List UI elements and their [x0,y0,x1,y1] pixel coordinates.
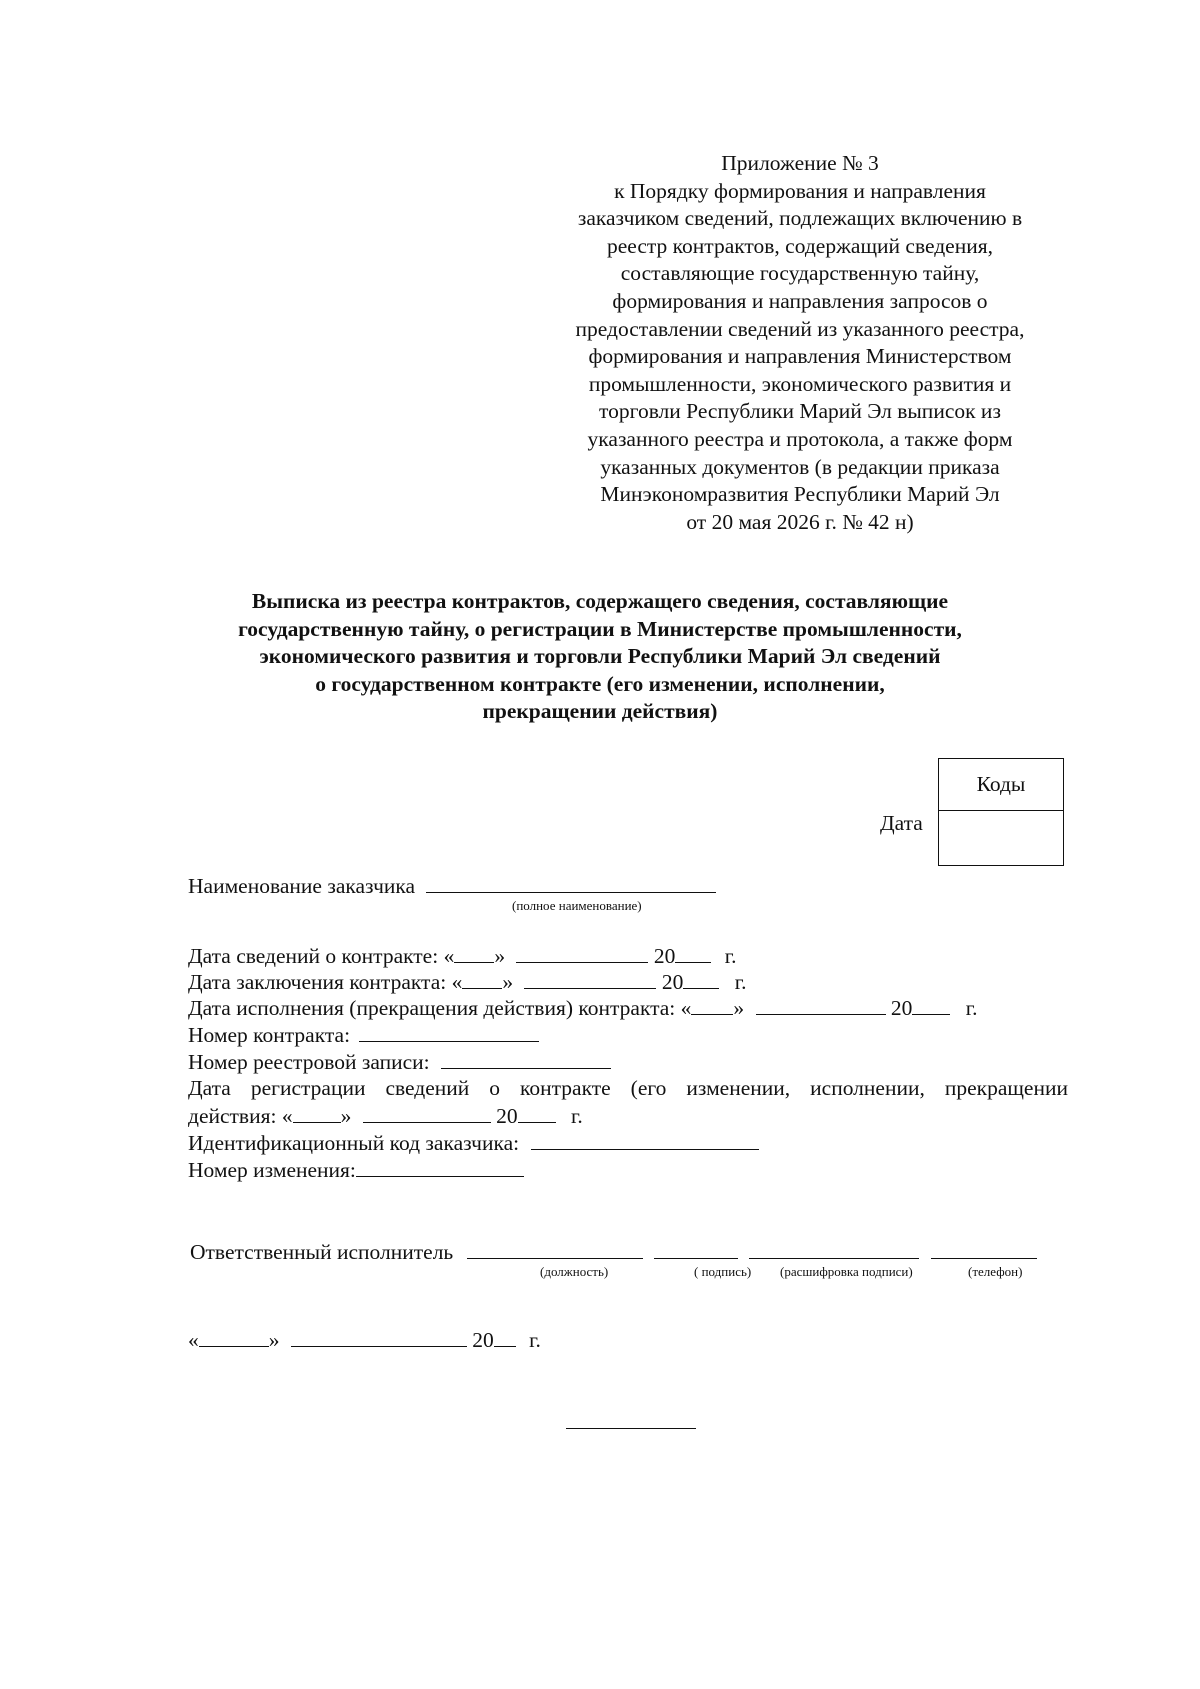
day-field[interactable] [462,968,502,989]
month-field[interactable] [363,1102,491,1123]
appendix-line: формирования и направления Министерством [588,344,1012,369]
document-title [160,588,1040,726]
sign-field[interactable] [654,1238,738,1259]
customer-name-row [188,872,716,899]
customer-id-code-label: Идентификационный код заказчика: [188,1131,520,1155]
appendix-line: формирования и направления запросов о [612,288,988,313]
execution-date-row [188,994,978,1021]
appendix-line: торговли Республики Марий Эл выписок из [599,399,1001,424]
signature-decoding-caption: (расшифровка подписи) [780,1264,913,1279]
registration-date-line1: Дата регистрации сведений о контракте (его изменении, исполнении, прекращении [188,1076,1068,1100]
year-suffix: г. [734,970,747,994]
year-field[interactable] [683,968,719,989]
customer-id-code-field[interactable] [531,1129,759,1150]
execution-date-label: Дата исполнения (прекращения действия) контракта: « [188,996,692,1020]
phone-caption: (телефон) [968,1264,1023,1279]
contract-number-field[interactable] [359,1021,539,1042]
customer-id-code-row [188,1129,759,1156]
appendix-line: заказчиком сведений, подлежащих включению в [577,206,1023,231]
change-number-label: Номер изменения: [188,1158,356,1182]
quote-close: » [733,996,745,1020]
conclusion-date-label: Дата заключения контракта: « [188,970,463,994]
title-line: государственную тайну, о регистрации в Министерстве промышленности, [238,616,962,641]
contract-number-row [188,1021,539,1048]
registration-date-label: действия: « [188,1104,293,1128]
appendix-line: предоставлении сведений из указанного реестра, [575,316,1025,341]
phone-field[interactable] [931,1238,1037,1259]
year-prefix: 20 [496,1104,518,1128]
day-field[interactable] [691,994,733,1015]
appendix-note [540,150,1060,536]
end-rule [566,1428,696,1429]
footer-date-row [188,1326,541,1353]
appendix-line: Минэкономразвития Республики Марий Эл [600,482,1000,507]
year-suffix: г. [570,1104,583,1128]
year-field[interactable] [494,1326,516,1347]
quote-close: » [340,1104,352,1128]
appendix-line: указанных документов (в редакции приказа [600,454,1000,479]
change-number-row [188,1156,524,1183]
day-field[interactable] [454,942,494,963]
appendix-line: составляющие государственную тайну, [620,261,980,286]
position-caption: (должность) [540,1264,609,1279]
conclusion-date-row [188,968,747,995]
title-line: прекращении действия) [482,699,718,723]
year-prefix: 20 [653,944,676,968]
sign-caption: ( подпись) [694,1264,752,1279]
year-field[interactable] [912,994,950,1015]
registration-date-row [188,1102,583,1129]
customer-name-field[interactable] [426,872,716,893]
contract-info-date-label: Дата сведений о контракте: « [188,944,455,968]
title-line: Выписка из реестра контрактов, содержащего сведения, составляющие [251,589,949,613]
registry-number-field[interactable] [441,1048,611,1069]
signature-label: Ответственный исполнитель [190,1240,454,1264]
month-field[interactable] [291,1326,467,1347]
codes-header: Коды [939,759,1063,811]
quote-close: » [502,970,514,994]
date-code-cell[interactable] [939,811,1063,865]
day-field[interactable] [293,1102,341,1123]
appendix-line: указанного реестра и протокола, а также форм [587,426,1013,451]
month-field[interactable] [516,942,648,963]
month-field[interactable] [524,968,656,989]
month-field[interactable] [756,994,886,1015]
year-suffix: г. [529,1328,541,1352]
signature-decoding-field[interactable] [749,1238,919,1259]
quote-open: « [188,1328,199,1352]
appendix-line: от 20 мая 2026 г. № 42 н) [686,509,914,534]
signature-row [190,1238,1037,1265]
contract-info-date-row [188,942,736,969]
year-prefix: 20 [661,970,684,994]
customer-name-caption: (полное наименование) [512,898,642,913]
year-suffix: г. [965,996,978,1020]
customer-name-label: Наименование заказчика [188,874,416,898]
day-field[interactable] [199,1326,269,1347]
year-suffix: г. [724,944,737,968]
appendix-line: к Порядку формирования и направления [614,178,986,203]
year-prefix: 20 [890,996,913,1020]
registry-number-label: Номер реестровой записи: [188,1050,430,1074]
date-label: Дата [880,811,923,835]
registry-number-row [188,1048,611,1075]
year-field[interactable] [518,1102,556,1123]
appendix-line: Приложение № 3 [721,151,879,175]
contract-number-label: Номер контракта: [188,1023,351,1047]
quote-close: » [268,1328,280,1352]
year-field[interactable] [675,942,711,963]
position-field[interactable] [467,1238,643,1259]
year-prefix: 20 [472,1328,494,1352]
title-line: экономического развития и торговли Республики Марий Эл сведений [259,644,941,668]
quote-close: » [494,944,506,968]
appendix-line: промышленности, экономического развития и [588,371,1012,396]
title-line: о государственном контракте (его изменении, исполнении, [315,671,885,696]
change-number-field[interactable] [356,1156,524,1177]
codes-table [938,758,1064,866]
appendix-line: реестр контрактов, содержащий сведения, [606,233,993,258]
